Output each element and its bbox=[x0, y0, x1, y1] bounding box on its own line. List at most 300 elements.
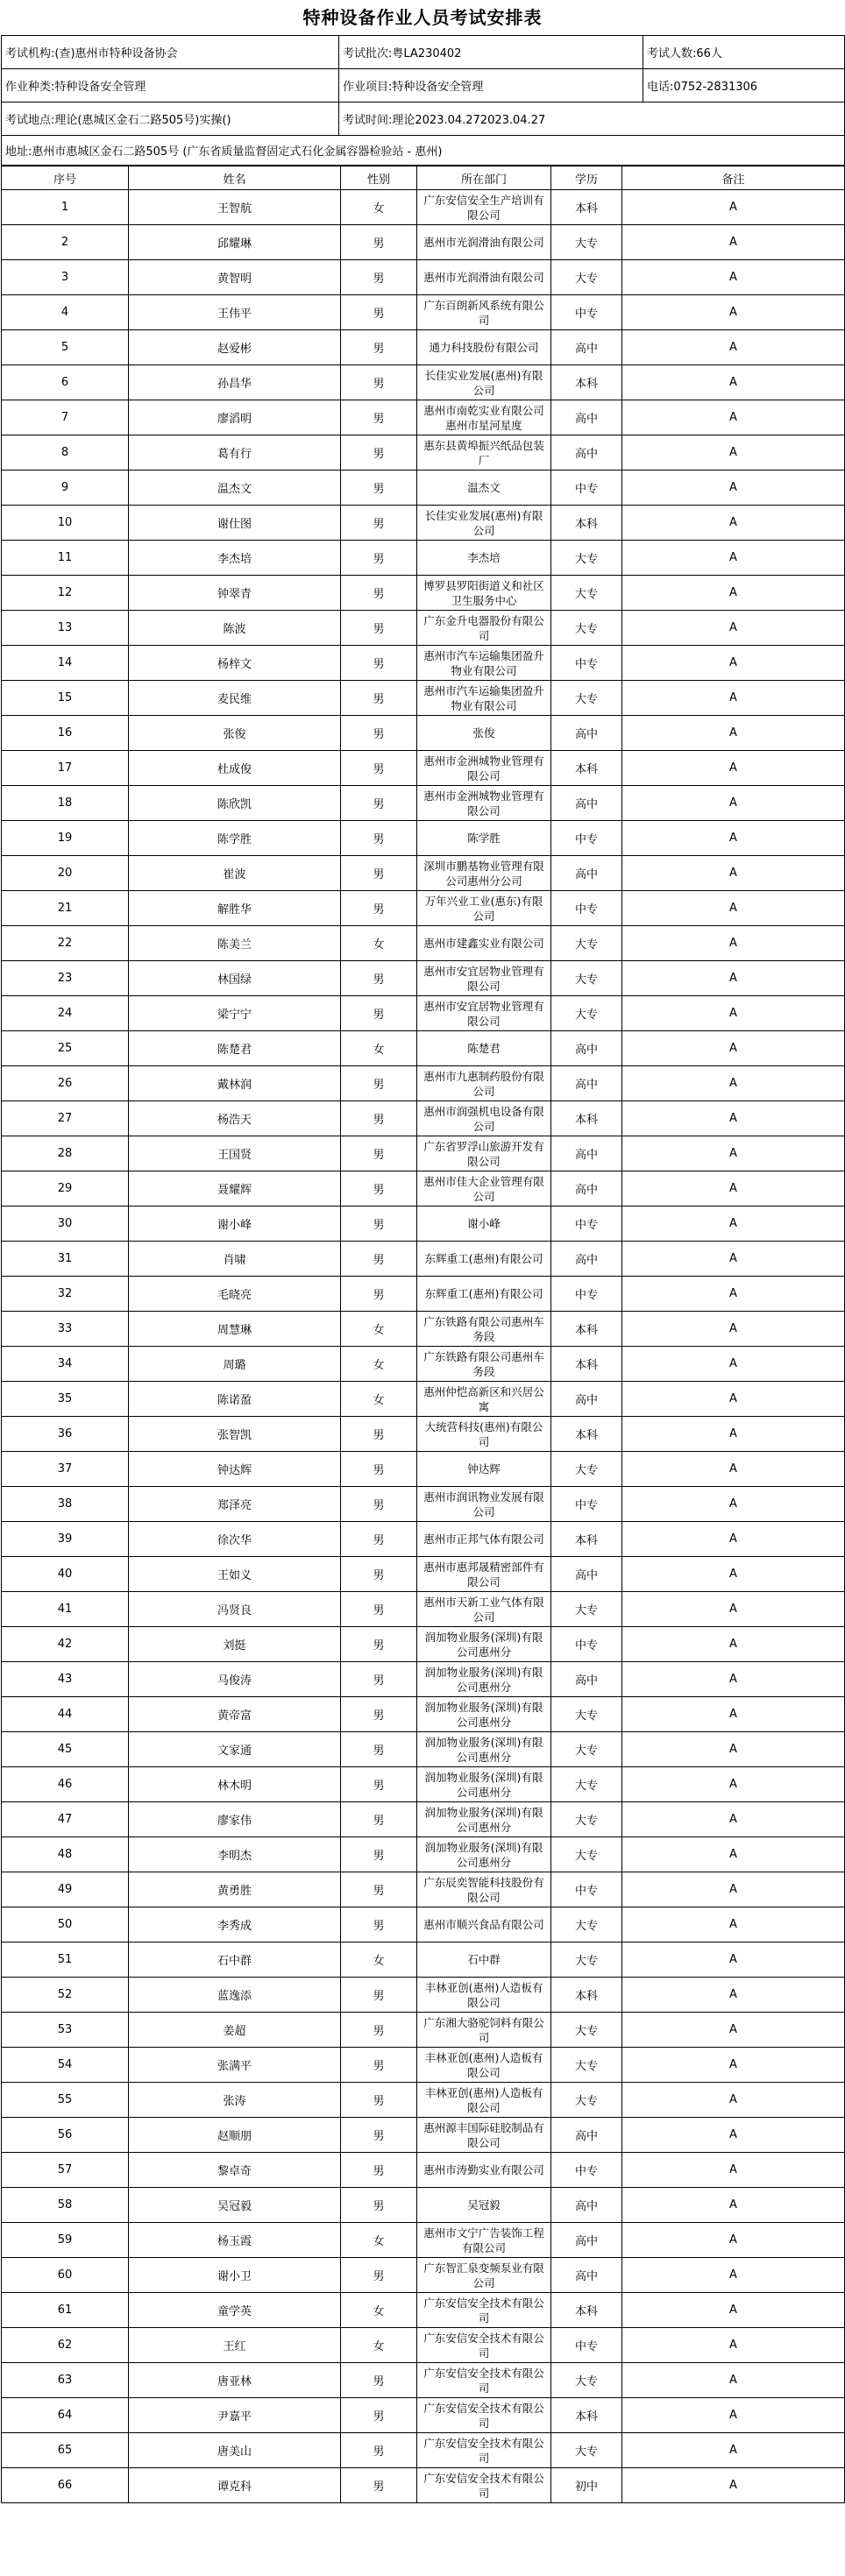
table-row bbox=[2, 1943, 845, 1978]
cell-edu: 中专 bbox=[551, 1277, 622, 1312]
table-row bbox=[2, 2188, 845, 2223]
cell-dept: 惠州市文宁广告装饰工程有限公司 bbox=[417, 2223, 551, 2258]
cell-note: A bbox=[622, 1312, 845, 1347]
cell-note: A bbox=[622, 1101, 845, 1136]
table-row bbox=[2, 225, 845, 260]
cell-no: 63 bbox=[2, 2363, 129, 2398]
cell-note: A bbox=[622, 2013, 845, 2048]
cell-edu: 大专 bbox=[551, 2048, 622, 2083]
table-row bbox=[2, 716, 845, 751]
cell-no: 44 bbox=[2, 1697, 129, 1732]
table-row bbox=[2, 1837, 845, 1872]
cell-note: A bbox=[622, 1767, 845, 1802]
cell-edu: 本科 bbox=[551, 365, 622, 400]
cell-gender: 男 bbox=[341, 1277, 417, 1312]
cell-no: 31 bbox=[2, 1242, 129, 1277]
cell-gender: 男 bbox=[341, 1136, 417, 1171]
cell-name: 童学英 bbox=[129, 2293, 341, 2328]
cell-edu: 大专 bbox=[551, 1837, 622, 1872]
cell-dept: 广东安信安全技术有限公司 bbox=[417, 2328, 551, 2363]
table-row bbox=[2, 961, 845, 996]
cell-no: 41 bbox=[2, 1592, 129, 1627]
exam-batch: 考试批次:粤LA230402 bbox=[339, 36, 643, 69]
cell-gender: 女 bbox=[341, 926, 417, 961]
cell-dept: 广东百朗新风系统有限公司 bbox=[417, 295, 551, 330]
cell-note: A bbox=[622, 891, 845, 926]
cell-gender: 女 bbox=[341, 2223, 417, 2258]
cell-gender: 男 bbox=[341, 1522, 417, 1557]
cell-note: A bbox=[622, 856, 845, 891]
cell-dept: 广东安信安全技术有限公司 bbox=[417, 2468, 551, 2503]
cell-edu: 中专 bbox=[551, 1872, 622, 1907]
cell-dept: 万年兴业工业(惠东)有限公司 bbox=[417, 891, 551, 926]
cell-edu: 本科 bbox=[551, 2398, 622, 2433]
cell-name: 邱耀琳 bbox=[129, 225, 341, 260]
cell-name: 林国绿 bbox=[129, 961, 341, 996]
table-row bbox=[2, 1417, 845, 1452]
work-category: 作业种类:特种设备安全管理 bbox=[2, 69, 339, 103]
cell-gender: 男 bbox=[341, 1487, 417, 1522]
table-row bbox=[2, 576, 845, 611]
table-row bbox=[2, 400, 845, 435]
cell-edu: 大专 bbox=[551, 2083, 622, 2118]
cell-edu: 大专 bbox=[551, 1452, 622, 1487]
cell-gender: 男 bbox=[341, 2118, 417, 2153]
exam-address: 地址:惠州市惠城区金石二路505号 (广东省质量监督固定式石化金属容器检验站 - 惠州) bbox=[2, 136, 845, 166]
cell-name: 周璐 bbox=[129, 1347, 341, 1382]
cell-edu: 大专 bbox=[551, 2013, 622, 2048]
cell-gender: 男 bbox=[341, 716, 417, 751]
cell-no: 55 bbox=[2, 2083, 129, 2118]
cell-note: A bbox=[622, 506, 845, 541]
table-row bbox=[2, 1662, 845, 1697]
cell-name: 廖滔明 bbox=[129, 400, 341, 435]
cell-name: 杨玉霞 bbox=[129, 2223, 341, 2258]
cell-no: 24 bbox=[2, 996, 129, 1031]
cell-edu: 高中 bbox=[551, 1171, 622, 1207]
cell-dept: 惠州市南乾实业有限公司惠州市星河星度 bbox=[417, 400, 551, 435]
cell-dept: 东辉重工(惠州)有限公司 bbox=[417, 1277, 551, 1312]
cell-gender: 女 bbox=[341, 1347, 417, 1382]
cell-gender: 男 bbox=[341, 2363, 417, 2398]
cell-no: 6 bbox=[2, 365, 129, 400]
cell-edu: 高中 bbox=[551, 1136, 622, 1171]
cell-name: 葛有行 bbox=[129, 435, 341, 471]
cell-no: 33 bbox=[2, 1312, 129, 1347]
cell-edu: 高中 bbox=[551, 856, 622, 891]
cell-name: 钟达辉 bbox=[129, 1452, 341, 1487]
cell-note: A bbox=[622, 1907, 845, 1943]
cell-gender: 男 bbox=[341, 1066, 417, 1101]
cell-dept: 陈楚君 bbox=[417, 1031, 551, 1066]
cell-note: A bbox=[622, 1066, 845, 1101]
cell-gender: 男 bbox=[341, 506, 417, 541]
cell-no: 57 bbox=[2, 2153, 129, 2188]
cell-note: A bbox=[622, 2048, 845, 2083]
cell-name: 梁宁宁 bbox=[129, 996, 341, 1031]
cell-gender: 男 bbox=[341, 225, 417, 260]
cell-dept: 广东安信安全技术有限公司 bbox=[417, 2363, 551, 2398]
cell-note: A bbox=[622, 260, 845, 295]
cell-dept: 惠州市惠邦晟精密部件有限公司 bbox=[417, 1557, 551, 1592]
cell-dept: 惠州市汽车运输集团盈升物业有限公司 bbox=[417, 646, 551, 681]
table-header bbox=[2, 166, 845, 190]
cell-gender: 男 bbox=[341, 2083, 417, 2118]
cell-dept: 广东安信安全技术有限公司 bbox=[417, 2433, 551, 2468]
table-row bbox=[2, 926, 845, 961]
cell-edu: 高中 bbox=[551, 786, 622, 821]
cell-no: 23 bbox=[2, 961, 129, 996]
cell-dept: 广东智汇泉变频泵业有限公司 bbox=[417, 2258, 551, 2293]
cell-no: 20 bbox=[2, 856, 129, 891]
cell-name: 陈楚君 bbox=[129, 1031, 341, 1066]
cell-gender: 男 bbox=[341, 1872, 417, 1907]
cell-no: 48 bbox=[2, 1837, 129, 1872]
cell-edu: 高中 bbox=[551, 2258, 622, 2293]
cell-edu: 大专 bbox=[551, 541, 622, 576]
cell-no: 49 bbox=[2, 1872, 129, 1907]
cell-dept: 石中群 bbox=[417, 1943, 551, 1978]
table-row bbox=[2, 1592, 845, 1627]
cell-name: 文家通 bbox=[129, 1732, 341, 1767]
candidate-rows bbox=[2, 190, 845, 2503]
cell-name: 黄勇胜 bbox=[129, 1872, 341, 1907]
cell-no: 1 bbox=[2, 190, 129, 225]
cell-name: 谢仕图 bbox=[129, 506, 341, 541]
cell-edu: 高中 bbox=[551, 2188, 622, 2223]
table-row bbox=[2, 1312, 845, 1347]
cell-gender: 女 bbox=[341, 1031, 417, 1066]
page-title: 特种设备作业人员考试安排表 bbox=[302, 7, 543, 28]
cell-no: 18 bbox=[2, 786, 129, 821]
cell-edu: 大专 bbox=[551, 1732, 622, 1767]
table-row bbox=[2, 365, 845, 400]
cell-note: A bbox=[622, 2083, 845, 2118]
cell-note: A bbox=[622, 821, 845, 856]
cell-gender: 男 bbox=[341, 996, 417, 1031]
cell-gender: 男 bbox=[341, 1907, 417, 1943]
cell-edu: 本科 bbox=[551, 1522, 622, 1557]
cell-no: 5 bbox=[2, 330, 129, 365]
cell-name: 唐美山 bbox=[129, 2433, 341, 2468]
cell-dept: 惠州市光润滑油有限公司 bbox=[417, 260, 551, 295]
cell-edu: 中专 bbox=[551, 821, 622, 856]
table-row bbox=[2, 1171, 845, 1207]
cell-dept: 丰林亚创(惠州)人造板有限公司 bbox=[417, 2083, 551, 2118]
cell-name: 陈美兰 bbox=[129, 926, 341, 961]
table-row bbox=[2, 2048, 845, 2083]
cell-dept: 惠州市九惠制药股份有限公司 bbox=[417, 1066, 551, 1101]
cell-note: A bbox=[622, 1802, 845, 1837]
cell-name: 张涛 bbox=[129, 2083, 341, 2118]
cell-edu: 中专 bbox=[551, 1207, 622, 1242]
cell-gender: 男 bbox=[341, 646, 417, 681]
cell-dept: 润加物业服务(深圳)有限公司惠州分 bbox=[417, 1697, 551, 1732]
cell-gender: 男 bbox=[341, 295, 417, 330]
cell-name: 王如义 bbox=[129, 1557, 341, 1592]
cell-gender: 男 bbox=[341, 541, 417, 576]
table-row bbox=[2, 190, 845, 225]
cell-no: 12 bbox=[2, 576, 129, 611]
cell-edu: 大专 bbox=[551, 225, 622, 260]
cell-note: A bbox=[622, 471, 845, 506]
table-row bbox=[2, 1627, 845, 1662]
table-row bbox=[2, 1522, 845, 1557]
cell-gender: 男 bbox=[341, 891, 417, 926]
cell-edu: 中专 bbox=[551, 1487, 622, 1522]
cell-edu: 本科 bbox=[551, 1417, 622, 1452]
cell-note: A bbox=[622, 2433, 845, 2468]
cell-name: 蓝逸添 bbox=[129, 1978, 341, 2013]
cell-name: 陈波 bbox=[129, 611, 341, 646]
cell-name: 黄帝富 bbox=[129, 1697, 341, 1732]
cell-no: 37 bbox=[2, 1452, 129, 1487]
cell-no: 25 bbox=[2, 1031, 129, 1066]
cell-note: A bbox=[622, 926, 845, 961]
cell-dept: 润加物业服务(深圳)有限公司惠州分 bbox=[417, 1802, 551, 1837]
cell-name: 戴林润 bbox=[129, 1066, 341, 1101]
table-row bbox=[2, 471, 845, 506]
cell-gender: 男 bbox=[341, 2258, 417, 2293]
cell-dept: 惠州市金洲城物业管理有限公司 bbox=[417, 786, 551, 821]
cell-name: 崔波 bbox=[129, 856, 341, 891]
cell-dept: 广东铁路有限公司惠州车务段 bbox=[417, 1347, 551, 1382]
cell-dept: 张俊 bbox=[417, 716, 551, 751]
table-row bbox=[2, 260, 845, 295]
table-row bbox=[2, 2363, 845, 2398]
cell-no: 39 bbox=[2, 1522, 129, 1557]
table-row bbox=[2, 681, 845, 716]
cell-gender: 女 bbox=[341, 1382, 417, 1417]
cell-edu: 本科 bbox=[551, 506, 622, 541]
cell-gender: 男 bbox=[341, 611, 417, 646]
cell-note: A bbox=[622, 1872, 845, 1907]
cell-edu: 中专 bbox=[551, 1627, 622, 1662]
cell-dept: 广东湘大骆驼饲料有限公司 bbox=[417, 2013, 551, 2048]
cell-note: A bbox=[622, 1452, 845, 1487]
cell-note: A bbox=[622, 1627, 845, 1662]
cell-edu: 大专 bbox=[551, 2433, 622, 2468]
header-no: 序号 bbox=[2, 166, 129, 190]
cell-no: 51 bbox=[2, 1943, 129, 1978]
cell-edu: 大专 bbox=[551, 611, 622, 646]
candidate-table bbox=[1, 166, 845, 2503]
table-row bbox=[2, 1101, 845, 1136]
cell-dept: 吴冠毅 bbox=[417, 2188, 551, 2223]
cell-edu: 高中 bbox=[551, 400, 622, 435]
cell-dept: 广东金升电器股份有限公司 bbox=[417, 611, 551, 646]
cell-gender: 男 bbox=[341, 400, 417, 435]
cell-name: 杨梓文 bbox=[129, 646, 341, 681]
cell-no: 65 bbox=[2, 2433, 129, 2468]
cell-edu: 初中 bbox=[551, 2468, 622, 2503]
cell-note: A bbox=[622, 611, 845, 646]
cell-name: 张俊 bbox=[129, 716, 341, 751]
cell-name: 李杰培 bbox=[129, 541, 341, 576]
cell-note: A bbox=[622, 1171, 845, 1207]
cell-gender: 男 bbox=[341, 1662, 417, 1697]
cell-gender: 男 bbox=[341, 1697, 417, 1732]
cell-gender: 男 bbox=[341, 1207, 417, 1242]
cell-name: 赵爱彬 bbox=[129, 330, 341, 365]
table-row bbox=[2, 541, 845, 576]
cell-dept: 惠州源丰国际硅胶制品有限公司 bbox=[417, 2118, 551, 2153]
cell-no: 26 bbox=[2, 1066, 129, 1101]
table-row bbox=[2, 330, 845, 365]
cell-gender: 男 bbox=[341, 821, 417, 856]
table-row bbox=[2, 1066, 845, 1101]
cell-no: 56 bbox=[2, 2118, 129, 2153]
cell-dept: 惠州市安宜居物业管理有限公司 bbox=[417, 961, 551, 996]
info-row-2 bbox=[2, 69, 845, 103]
cell-dept: 润加物业服务(深圳)有限公司惠州分 bbox=[417, 1767, 551, 1802]
cell-name: 郑泽亮 bbox=[129, 1487, 341, 1522]
cell-dept: 博罗县罗阳街道义和社区卫生服务中心 bbox=[417, 576, 551, 611]
cell-no: 28 bbox=[2, 1136, 129, 1171]
exam-location: 考试地点:理论(惠城区金石二路505号)实操() bbox=[2, 103, 339, 136]
cell-note: A bbox=[622, 2223, 845, 2258]
cell-name: 林木明 bbox=[129, 1767, 341, 1802]
cell-note: A bbox=[622, 330, 845, 365]
contact-phone: 电话:0752-2831306 bbox=[643, 69, 845, 103]
cell-no: 35 bbox=[2, 1382, 129, 1417]
cell-name: 钟翠青 bbox=[129, 576, 341, 611]
cell-dept: 惠州市天新工业气体有限公司 bbox=[417, 1592, 551, 1627]
cell-gender: 女 bbox=[341, 1312, 417, 1347]
cell-name: 谭克科 bbox=[129, 2468, 341, 2503]
cell-note: A bbox=[622, 2468, 845, 2503]
cell-dept: 润加物业服务(深圳)有限公司惠州分 bbox=[417, 1627, 551, 1662]
table-row bbox=[2, 1347, 845, 1382]
cell-note: A bbox=[622, 1382, 845, 1417]
table-row bbox=[2, 2328, 845, 2363]
header-name: 姓名 bbox=[129, 166, 341, 190]
cell-note: A bbox=[622, 295, 845, 330]
table-row bbox=[2, 786, 845, 821]
cell-dept: 惠州市涛勤实业有限公司 bbox=[417, 2153, 551, 2188]
cell-note: A bbox=[622, 961, 845, 996]
table-row bbox=[2, 2223, 845, 2258]
cell-dept: 润加物业服务(深圳)有限公司惠州分 bbox=[417, 1837, 551, 1872]
header-gender: 性别 bbox=[341, 166, 417, 190]
table-row bbox=[2, 646, 845, 681]
cell-no: 9 bbox=[2, 471, 129, 506]
cell-name: 解胜华 bbox=[129, 891, 341, 926]
cell-no: 47 bbox=[2, 1802, 129, 1837]
cell-name: 王红 bbox=[129, 2328, 341, 2363]
cell-note: A bbox=[622, 2258, 845, 2293]
cell-name: 赵顺朋 bbox=[129, 2118, 341, 2153]
table-row bbox=[2, 1907, 845, 1943]
cell-no: 13 bbox=[2, 611, 129, 646]
cell-edu: 本科 bbox=[551, 751, 622, 786]
cell-no: 66 bbox=[2, 2468, 129, 2503]
cell-gender: 男 bbox=[341, 1557, 417, 1592]
cell-no: 30 bbox=[2, 1207, 129, 1242]
cell-dept: 丰林亚创(惠州)人造板有限公司 bbox=[417, 2048, 551, 2083]
cell-edu: 中专 bbox=[551, 2328, 622, 2363]
cell-name: 冯贤良 bbox=[129, 1592, 341, 1627]
cell-note: A bbox=[622, 541, 845, 576]
cell-gender: 男 bbox=[341, 2013, 417, 2048]
cell-gender: 男 bbox=[341, 1627, 417, 1662]
cell-note: A bbox=[622, 646, 845, 681]
cell-gender: 男 bbox=[341, 786, 417, 821]
table-row bbox=[2, 295, 845, 330]
cell-dept: 广东省罗浮山旅游开发有限公司 bbox=[417, 1136, 551, 1171]
cell-name: 陈学胜 bbox=[129, 821, 341, 856]
cell-name: 李秀成 bbox=[129, 1907, 341, 1943]
cell-no: 29 bbox=[2, 1171, 129, 1207]
table-row bbox=[2, 1136, 845, 1171]
header-edu: 学历 bbox=[551, 166, 622, 190]
table-row bbox=[2, 2258, 845, 2293]
cell-dept: 广东铁路有限公司惠州车务段 bbox=[417, 1312, 551, 1347]
cell-no: 7 bbox=[2, 400, 129, 435]
cell-edu: 大专 bbox=[551, 2363, 622, 2398]
cell-edu: 大专 bbox=[551, 996, 622, 1031]
cell-name: 张智凯 bbox=[129, 1417, 341, 1452]
cell-name: 张满平 bbox=[129, 2048, 341, 2083]
cell-dept: 通力科技股份有限公司 bbox=[417, 330, 551, 365]
cell-name: 廖家伟 bbox=[129, 1802, 341, 1837]
table-row bbox=[2, 1732, 845, 1767]
cell-dept: 惠州市安宜居物业管理有限公司 bbox=[417, 996, 551, 1031]
table-row bbox=[2, 1242, 845, 1277]
cell-dept: 广东安信安全生产培训有限公司 bbox=[417, 190, 551, 225]
cell-name: 温杰文 bbox=[129, 471, 341, 506]
cell-dept: 东辉重工(惠州)有限公司 bbox=[417, 1242, 551, 1277]
info-table bbox=[1, 35, 845, 166]
cell-no: 58 bbox=[2, 2188, 129, 2223]
cell-dept: 惠州市建鑫实业有限公司 bbox=[417, 926, 551, 961]
cell-gender: 男 bbox=[341, 1767, 417, 1802]
cell-no: 64 bbox=[2, 2398, 129, 2433]
cell-dept: 惠州市光润滑油有限公司 bbox=[417, 225, 551, 260]
cell-name: 肖啸 bbox=[129, 1242, 341, 1277]
table-row bbox=[2, 1978, 845, 2013]
table-row bbox=[2, 1557, 845, 1592]
cell-edu: 高中 bbox=[551, 2223, 622, 2258]
cell-gender: 男 bbox=[341, 961, 417, 996]
cell-name: 马俊涛 bbox=[129, 1662, 341, 1697]
cell-no: 62 bbox=[2, 2328, 129, 2363]
table-row bbox=[2, 1802, 845, 1837]
cell-gender: 男 bbox=[341, 2468, 417, 2503]
cell-no: 52 bbox=[2, 1978, 129, 2013]
cell-dept: 润加物业服务(深圳)有限公司惠州分 bbox=[417, 1662, 551, 1697]
info-row-3 bbox=[2, 103, 845, 136]
cell-edu: 高中 bbox=[551, 1031, 622, 1066]
cell-note: A bbox=[622, 1487, 845, 1522]
cell-no: 16 bbox=[2, 716, 129, 751]
cell-gender: 男 bbox=[341, 576, 417, 611]
cell-edu: 本科 bbox=[551, 190, 622, 225]
cell-dept: 润加物业服务(深圳)有限公司惠州分 bbox=[417, 1732, 551, 1767]
cell-dept: 惠州市正邦气体有限公司 bbox=[417, 1522, 551, 1557]
cell-note: A bbox=[622, 225, 845, 260]
cell-edu: 中专 bbox=[551, 2153, 622, 2188]
cell-edu: 高中 bbox=[551, 1382, 622, 1417]
cell-no: 42 bbox=[2, 1627, 129, 1662]
cell-edu: 大专 bbox=[551, 1943, 622, 1978]
cell-name: 毛晓亮 bbox=[129, 1277, 341, 1312]
cell-edu: 大专 bbox=[551, 1697, 622, 1732]
cell-name: 唐亚林 bbox=[129, 2363, 341, 2398]
cell-note: A bbox=[622, 2398, 845, 2433]
cell-dept: 广东安信安全技术有限公司 bbox=[417, 2293, 551, 2328]
cell-gender: 男 bbox=[341, 1802, 417, 1837]
